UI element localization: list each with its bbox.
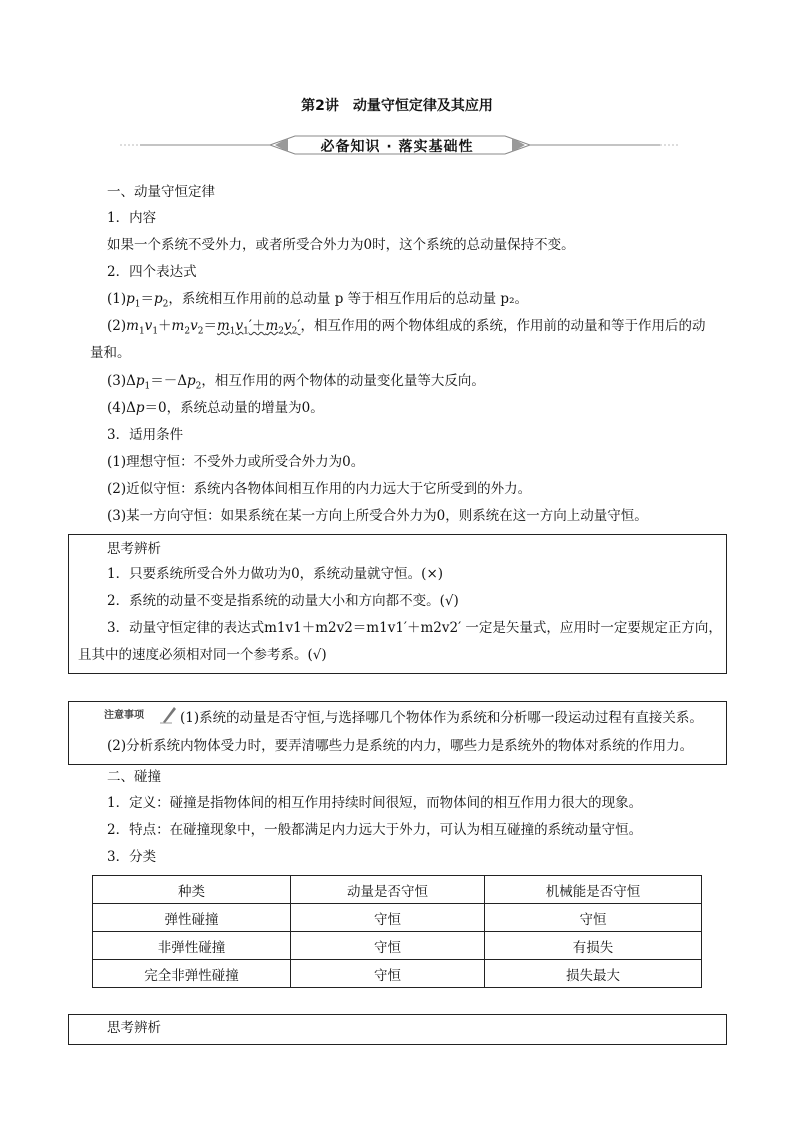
table-cell: 守恒 (291, 904, 485, 932)
think-item-3: 3．动量守恒定律的表达式m1v1＋m2v2＝m1v1′＋m2v2′ 一定是矢量式，应用时一定要规定正方向， (107, 620, 722, 636)
expression-4: (4)Δp＝0，系统总动量的增量为0。 (107, 400, 324, 416)
think-heading: 思考辨析 (107, 541, 161, 557)
table-cell: 守恒 (291, 960, 485, 988)
pen-icon (160, 704, 178, 724)
table-cell: 损失最大 (485, 960, 702, 988)
expression-2: $(2)m_1v_1+m_2v_2=m_1v_1'+m_2v_2'$，相互作用的两个物体组成的系统，作用前的动量和等于作用后的动 (107, 318, 706, 337)
condition-2: (2)近似守恒：系统内各物体间相互作用的内力远大于它所受到的外力。 (107, 481, 532, 497)
note-1: (1)系统的动量是否守恒,与选择哪几个物体作为系统和分析哪一段运动过程有直接关系。 (180, 710, 703, 726)
table-cell: 守恒 (485, 904, 702, 932)
table-header: 种类 (93, 876, 291, 904)
table-header: 动量是否守恒 (291, 876, 485, 904)
section-heading-collision: 二、碰撞 (107, 769, 161, 785)
expression-3: $(3)\Delta p_1=-\Delta p_2$，相互作用的两个物体的动量变化量等大反向。 (107, 373, 485, 392)
collision-definition: 1．定义：碰撞是指物体间的相互作用持续时间很短，而物体间的相互作用力很大的现象。 (107, 795, 643, 811)
table-row (93, 932, 702, 960)
table-cell: 弹性碰撞 (93, 904, 291, 932)
condition-1: (1)理想守恒：不受外力或所受合外力为0。 (107, 454, 365, 470)
table-cell: 守恒 (291, 932, 485, 960)
collision-feature: 2．特点：在碰撞现象中，一般都满足内力远大于外力，可认为相互碰撞的系统动量守恒。 (107, 822, 643, 838)
table-cell: 有损失 (485, 932, 702, 960)
note-2: (2)分析系统内物体受力时，要弄清哪些力是系统的内力，哪些力是系统外的物体对系统的作用力。 (107, 738, 694, 754)
lesson-title: 第2讲 动量守恒定律及其应用 (301, 98, 493, 114)
table-header: 机械能是否守恒 (485, 876, 702, 904)
expression-1: $(1)p_1=p_2$，系统相互作用前的总动量 p 等于相互作用后的总动量 p₂。 (107, 291, 528, 310)
subheading-conditions: 3．适用条件 (107, 427, 184, 443)
table-row (93, 960, 702, 988)
subheading-content: 1．内容 (107, 210, 157, 226)
table-cell: 非弹性碰撞 (93, 932, 291, 960)
think-item-3-continued: 且其中的速度必须相对同一个参考系。(√) (78, 647, 327, 663)
think-item-1: 1．只要系统所受合外力做功为0，系统动量就守恒。(×) (107, 566, 444, 582)
section-banner-text: 必备知识 · 落实基础性 (320, 139, 474, 155)
content-paragraph: 如果一个系统不受外力，或者所受合外力为0时，这个系统的总动量保持不变。 (107, 237, 575, 253)
subheading-expressions: 2．四个表达式 (107, 264, 197, 280)
think-box-2 (68, 1014, 727, 1045)
table-header-row (93, 876, 702, 904)
section-heading: 一、动量守恒定律 (107, 184, 215, 200)
table-row (93, 904, 702, 932)
table-cell: 完全非弹性碰撞 (93, 960, 291, 988)
think-item-2: 2．系统的动量不变是指系统的动量大小和方向都不变。(√) (107, 593, 459, 609)
collision-table (92, 875, 702, 988)
think-heading-2: 思考辨析 (107, 1020, 161, 1036)
notes-tag: 注意事项 (104, 710, 144, 721)
condition-3: (3)某一方向守恒：如果系统在某一方向上所受合外力为0，则系统在这一方向上动量守恒。 (107, 508, 648, 524)
collision-classify: 3．分类 (107, 849, 157, 865)
expression-2-continued: 量和。 (90, 345, 131, 361)
